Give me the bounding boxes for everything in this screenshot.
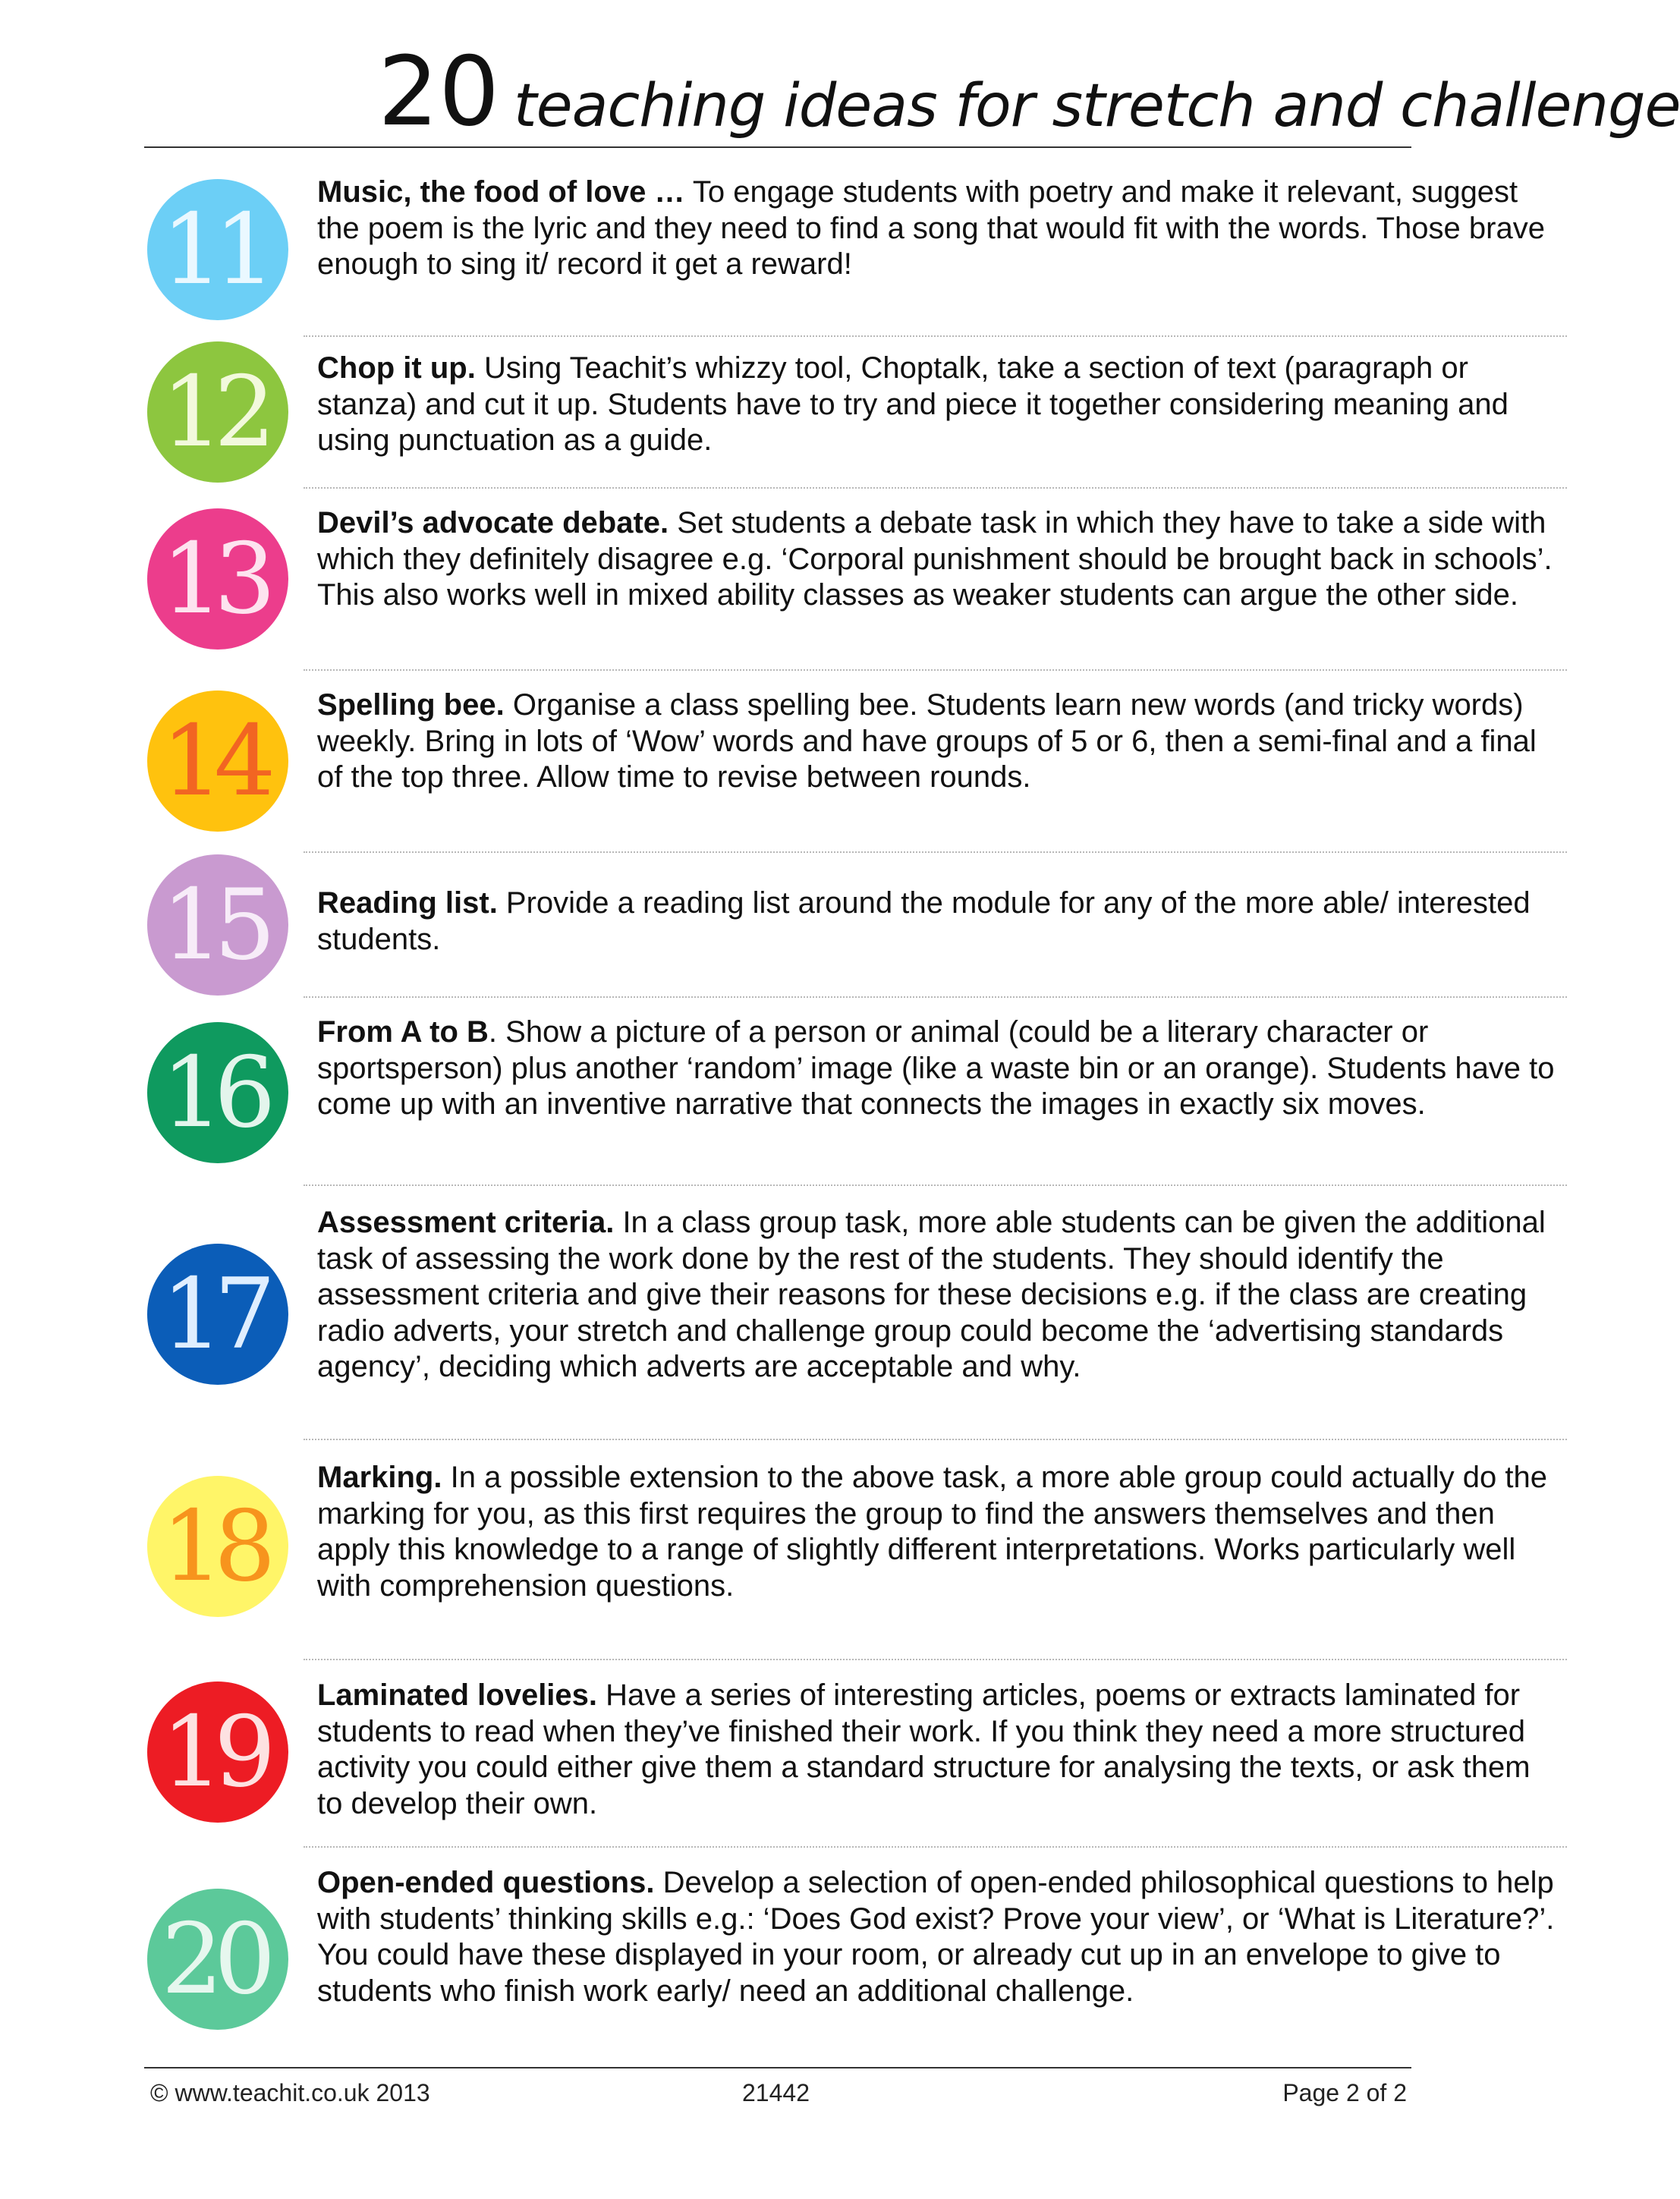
idea-body: To engage students with poetry and make it relevant, suggest the poem is the lyric and they need to find a song that would fit with the words. Those brave enough to sing it/ record it get a reward!: [317, 175, 1545, 281]
footer-code: 21442: [742, 2079, 810, 2106]
divider: [304, 335, 1567, 337]
idea-text: [317, 175, 1562, 283]
idea-text: [317, 1015, 1562, 1123]
number-badge: [147, 508, 288, 650]
divider: [304, 1439, 1567, 1440]
idea-body: Provide a reading list around the module for any of the more able/ interested students.: [317, 886, 1531, 956]
idea-title: Open-ended questions.: [317, 1866, 655, 1899]
badge-number: 17: [161, 1257, 267, 1371]
badge-number: 16: [161, 1036, 267, 1150]
header-title: teaching ideas for stretch and challenge: [514, 72, 1680, 140]
footer-copyright: © www.teachit.co.uk 2013: [150, 2079, 430, 2106]
number-badge: [147, 1022, 288, 1163]
badge-number: 11: [161, 193, 267, 307]
idea-title: Devil’s advocate debate.: [317, 506, 669, 540]
number-badge: [147, 341, 288, 483]
divider: [304, 669, 1567, 671]
idea-title: Assessment criteria.: [317, 1206, 615, 1239]
idea-body: Develop a selection of open-ended philosophical questions to help with students’ thinking skills e.g.: ‘Does God exist? Prove your view’, or ‘What is Literature?’. You could have these displayed in your room, or already cut up in an envelope to give to students who finish work early/ need an additional challenge.: [317, 1866, 1555, 2008]
idea-title: Chop it up.: [317, 351, 476, 385]
idea-body: Set students a debate task in which they have to take a side with which they definitely disagree e.g. ‘Corporal punishment should be brought back in schools’. This also works well in mixed ability classes as weaker students can argue the other side.: [317, 506, 1553, 612]
idea-text: [317, 1205, 1562, 1386]
divider: [304, 487, 1567, 489]
badge-number: 12: [161, 355, 267, 469]
number-badge: [147, 1889, 288, 2030]
idea-body: . Show a picture of a person or animal (could be a literary character or sportsperson) plus another ‘random’ image (like a waste bin or an orange). Students have to come up with an inventive narrative that connects the images in exactly six moves.: [317, 1015, 1555, 1121]
idea-title: Laminated lovelies.: [317, 1678, 598, 1712]
divider: [304, 851, 1567, 853]
badge-number: 19: [161, 1695, 267, 1809]
badge-number: 13: [161, 522, 267, 636]
divider: [304, 1184, 1567, 1186]
number-badge: [147, 179, 288, 320]
footer-page-number: Page 2 of 2: [1282, 2079, 1407, 2106]
idea-text: [317, 351, 1562, 459]
badge-number: 14: [161, 704, 267, 818]
badge-number: 18: [161, 1490, 267, 1603]
idea-title: From A to B: [317, 1015, 489, 1049]
idea-title: Music, the food of love …: [317, 175, 685, 209]
idea-text: [317, 1460, 1562, 1604]
page-footer: [144, 2067, 1411, 2114]
number-badge: [147, 854, 288, 996]
idea-body: In a possible extension to the above task, a more able group could actually do the marking for you, as this first requires the group to find the answers themselves and then apply this knowledge to a range of slightly different interpretations. Works particularly well with comprehension questions.: [317, 1461, 1547, 1603]
divider: [304, 1659, 1567, 1660]
divider: [304, 1846, 1567, 1848]
idea-body: Have a series of interesting articles, poems or extracts laminated for students to read when they’ve finished their work. If you think they need a more structured activity you could either give them a standard structure for analysing the texts, or ask them to develop their own.: [317, 1678, 1531, 1820]
idea-body: Organise a class spelling bee. Students learn new words (and tricky words) weekly. Bring in lots of ‘Wow’ words and have groups of 5 or 6, then a semi-final and a final of the top three. Allow time to revise between rounds.: [317, 688, 1537, 794]
idea-text: [317, 687, 1562, 796]
idea-title: Spelling bee.: [317, 688, 505, 722]
idea-text: [317, 886, 1562, 958]
number-badge: [147, 1476, 288, 1617]
number-badge: [147, 691, 288, 832]
idea-text: [317, 1865, 1562, 2009]
number-badge: [147, 1681, 288, 1823]
idea-text: [317, 505, 1562, 614]
idea-body: In a class group task, more able students can be given the additional task of assessing the work done by the rest of the students. They should identify the assessment criteria and give their reasons for these decisions e.g. if the class are creating radio adverts, your stretch and challenge group could become the ‘advertising standards agency’, deciding which adverts are acceptable and why.: [317, 1206, 1546, 1383]
badge-number: 15: [161, 868, 267, 982]
idea-title: Marking.: [317, 1461, 442, 1494]
page-header: [144, 36, 1680, 148]
idea-title: Reading list.: [317, 886, 498, 920]
header-number: 20: [378, 36, 500, 147]
divider: [304, 996, 1567, 998]
idea-body: Using Teachit’s whizzy tool, Choptalk, take a section of text (paragraph or stanza) and cut it up. Students have to try and piece it together considering meaning and using punctuation as a guide.: [317, 351, 1509, 457]
idea-text: [317, 1678, 1562, 1822]
number-badge: [147, 1244, 288, 1385]
badge-number: 20: [161, 1902, 267, 2016]
